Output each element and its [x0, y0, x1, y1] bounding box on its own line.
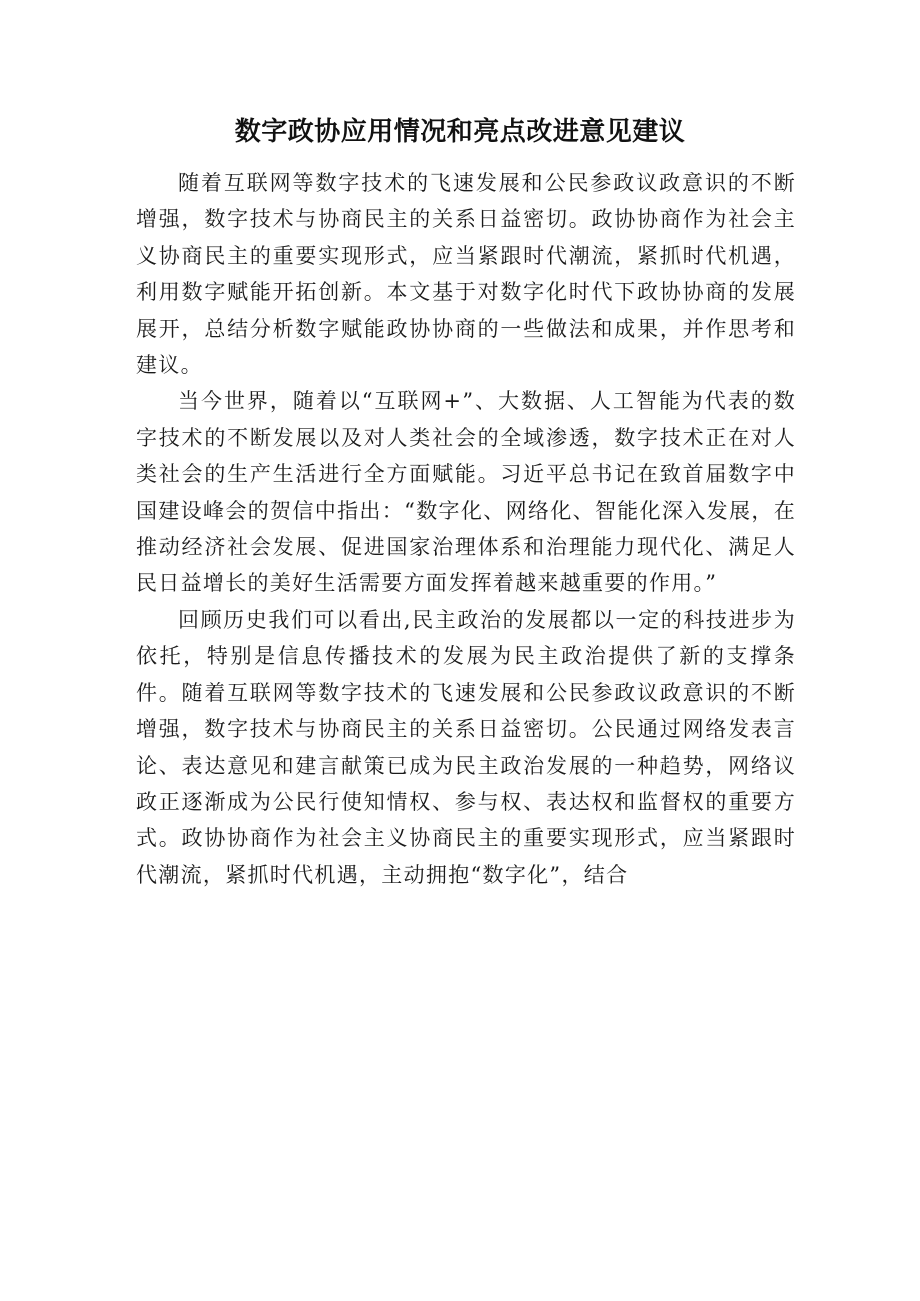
- document-title: 数字政协应用情况和亮点改进意见建议: [234, 117, 686, 147]
- paragraph-3: 回顾历史我们可以看出,民主政治的发展都以一定的科技进步为依托，特别是信息传播技术的发展为民主政治提供了新的支撑条件。随着互联网等数字技术的飞速发展和公民参政议政意识的不断增强，数字技术与协商民主的关系日益密切。公民通过网络发表言论、表达意见和建言献策已成为民主政治发展的一种趋势，网络议政正逐渐成为公民行使知情权、参与权、表达权和监督权的重要方式。政协协商作为社会主义协商民主的重要实现形式，应当紧跟时代潮流，紧抓时代机遇，主动拥抱“数字化”，结合: [136, 607, 796, 887]
- paragraph-2: 当今世界，随着以“互联网+”、大数据、人工智能为代表的数字技术的不断发展以及对人类社会的全域渗透，数字技术正在对人类社会的生产生活进行全方面赋能。习近平总书记在致首届数字中国建设峰会的贺信中指出：“数字化、网络化、智能化深入发展，在推动经济社会发展、促进国家治理体系和治理能力现代化、满足人民日益增长的美好生活需要方面发挥着越来越重要的作用。”: [136, 389, 796, 596]
- document-body: [136, 165, 796, 893]
- paragraph-1: 随着互联网等数字技术的飞速发展和公民参政议政意识的不断增强，数字技术与协商民主的关系日益密切。政协协商作为社会主义协商民主的重要实现形式，应当紧跟时代潮流，紧抓时代机遇，利用数字赋能开拓创新。本文基于对数字化时代下政协协商的发展展开，总结分析数字赋能政协协商的一些做法和成果，并作思考和建议。: [136, 171, 796, 378]
